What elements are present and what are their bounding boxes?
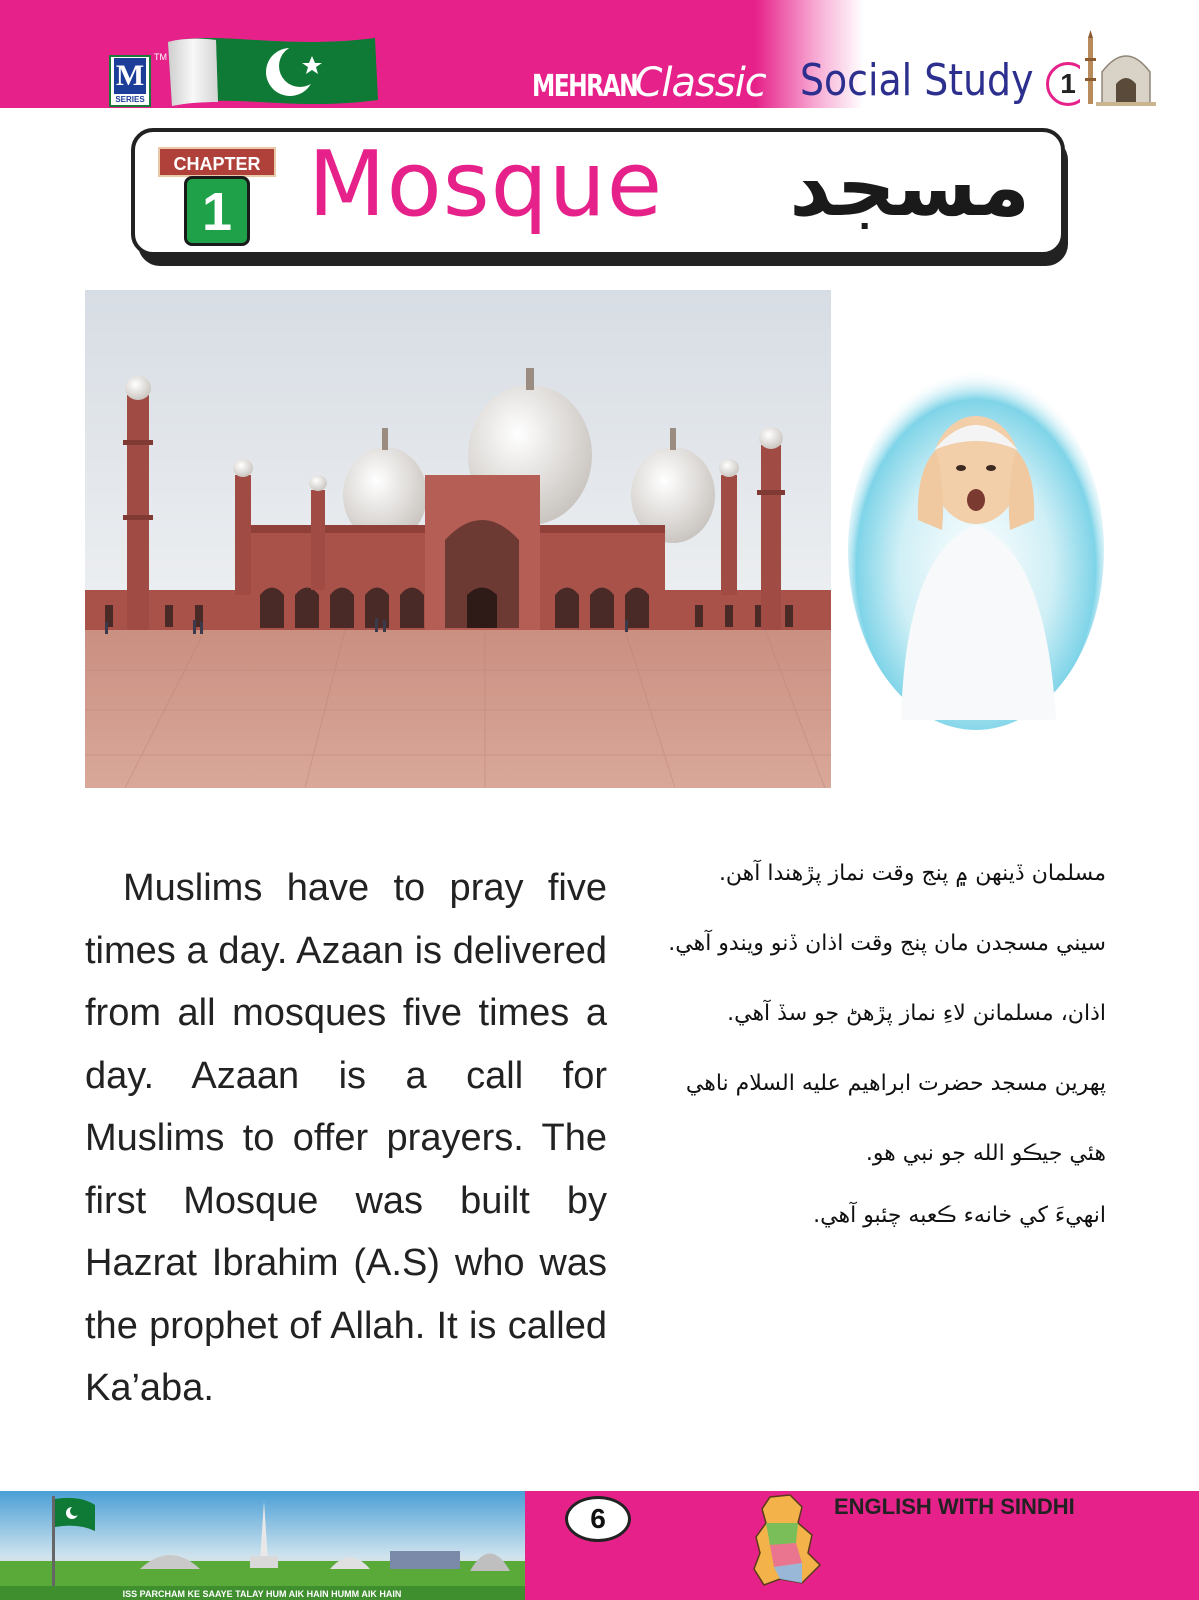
page-number: 6	[565, 1496, 631, 1542]
logo-series-label: SERIES	[115, 95, 145, 104]
series-brand	[532, 60, 766, 110]
grade-badge: 1	[1046, 62, 1090, 106]
brand-name: Classic	[634, 60, 766, 106]
chapter-title-english: Mosque	[308, 132, 664, 237]
logo-letter: M	[115, 59, 145, 92]
footer-edition-label: ENGLISH WITH SINDHI	[834, 1494, 1075, 1519]
chapter-title-local: مسجد	[789, 140, 1030, 235]
quaid-mausoleum-icon	[1080, 28, 1170, 108]
boy-calling-azaan-illustration	[846, 350, 1106, 730]
chapter-tab-label: CHAPTER	[158, 147, 276, 177]
subject-title: Social Study	[800, 55, 1034, 106]
sindhi-line: پهرين مسجد حضرت ابراهيم عليه السلام ناهي	[685, 1071, 1106, 1096]
brand-prefix: MEHRAN	[532, 69, 638, 104]
sindhi-line: سيني مسجدن مان پنج وقت اذان ڏنو ويندو آهي.	[668, 931, 1106, 956]
pakistan-flag-icon	[160, 30, 385, 112]
trademark-mark: TM	[154, 52, 167, 62]
sindh-map-icon	[750, 1493, 825, 1588]
chapter-number: 1	[184, 176, 250, 246]
sindhi-line: مسلمان ڏينهن ۾ پنج وقت نماز پڙهندا آهن.	[718, 861, 1106, 886]
banner-caption: ISS PARCHAM KE SAAYE TALAY HUM AIK HAIN HUMM AIK HAIN	[122, 1589, 402, 1599]
english-paragraph: Muslims have to pray five times a day. Azaan is delivered from all mosques five times a day. Azaan is a call for Muslims to offer prayers. The first Mosque was built by Hazrat Ibrahim (A.S) who was the prophet of Allah. It is called Ka’aba.	[85, 867, 607, 1409]
publisher-logo	[109, 55, 151, 107]
sindhi-paragraph	[624, 856, 1106, 1268]
mosque-photo	[85, 290, 831, 788]
pakistan-landmarks-banner	[0, 1491, 525, 1600]
sindhi-line: اذان، مسلمانن لاءِ نماز پڙهڻ جو سڏ آهي.	[727, 1001, 1106, 1026]
sindhi-line: هئي جيڪو الله جو نبي هو.	[865, 1141, 1106, 1166]
sindhi-line: انهيءَ کي خانهء ڪعبه چئبو آهي.	[813, 1203, 1106, 1228]
